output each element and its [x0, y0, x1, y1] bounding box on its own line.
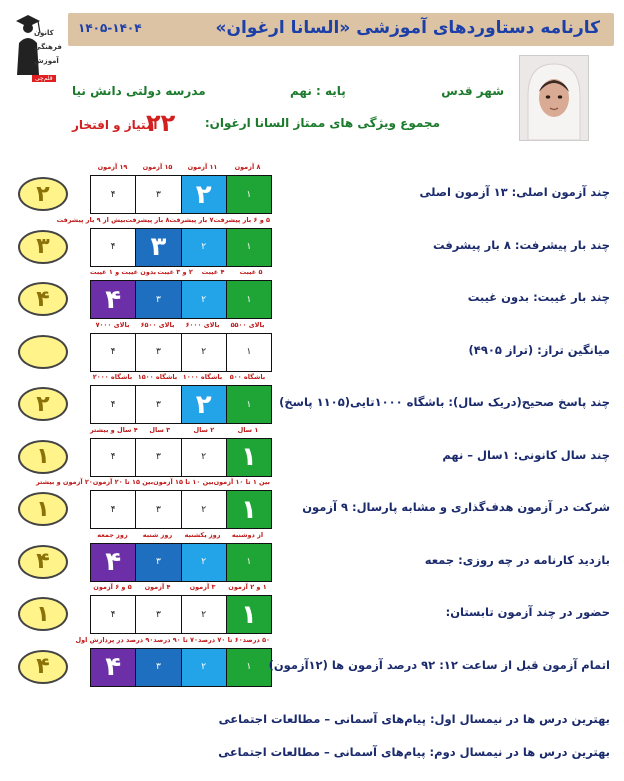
scale-cell: ۳	[135, 334, 180, 371]
scale-cell: ۱	[226, 386, 271, 423]
best-lessons-term-1: بهترین درس ها در نیمسال اول: پیام‌های آسمانی – مطالعات اجتماعی	[218, 712, 610, 726]
rating-scale	[90, 333, 272, 372]
scale-cell: ۲	[181, 334, 226, 371]
scale-cell: ۲	[181, 281, 226, 318]
criterion-row	[0, 633, 624, 689]
student-grade: پایه : نهم	[290, 84, 346, 98]
scale-label: ۴ غیبت	[201, 268, 225, 276]
criterion-row	[0, 265, 624, 321]
scale-label: از دوشنبه	[231, 530, 264, 539]
rating-scale	[90, 543, 272, 582]
scale-cell: ۱	[226, 176, 271, 213]
scale-cell: ۱	[226, 649, 271, 686]
scale-label: روز جمعه	[97, 530, 128, 539]
criterion-row	[0, 370, 624, 426]
score-label: امتیاز و افتخار	[72, 118, 158, 132]
scale-label: بالای ۶۵۰۰	[140, 320, 175, 329]
scale-cell: ۱	[226, 596, 271, 633]
scale-labels	[90, 583, 270, 595]
title-years: ۱۴۰۵-۱۴۰۴	[78, 21, 142, 35]
scale-labels	[56, 215, 270, 228]
scale-cell: ۲	[181, 544, 226, 581]
scale-label: بدون غیبت و ۱ غیبت	[89, 268, 157, 276]
scale-label: بالای ۵۵۰۰	[230, 320, 265, 329]
criterion-row	[0, 318, 624, 374]
scale-cell: ۲	[181, 229, 226, 266]
scale-label: ۸ بار پیشرفت	[125, 215, 170, 224]
scale-cell: ۳	[135, 439, 180, 476]
scale-labels	[90, 321, 270, 333]
criterion-row	[0, 580, 624, 636]
scale-label: ۱ و ۲ آزمون	[228, 583, 267, 591]
best-lessons-term-2: بهترین درس ها در نیمسال دوم: پیام‌های آسمانی – مطالعات اجتماعی	[218, 745, 610, 759]
scale-cell: ۱	[226, 544, 271, 581]
criterion-question: چند آزمون اصلی: ۱۳ آزمون اصلی	[419, 185, 610, 199]
scale-label: ۲ و ۳ غیبت	[157, 268, 193, 276]
scale-cell: ۴	[91, 596, 135, 633]
scale-labels	[90, 426, 270, 438]
scale-cell: ۴	[91, 491, 135, 528]
scale-cell: ۲	[181, 596, 226, 633]
scale-cell: ۱	[226, 281, 271, 318]
criterion-row	[0, 160, 624, 216]
criterion-question: چند سال کانونی: ۱سال – نهم	[442, 447, 610, 462]
scale-label: باشگاه ۱۵۰۰	[137, 373, 178, 381]
scale-cell: ۳	[135, 281, 180, 318]
student-school: مدرسه دولتی دانش نیا	[72, 84, 206, 98]
scale-cell: ۳	[135, 229, 180, 266]
scale-label: ۳ آزمون	[189, 583, 216, 591]
criterion-row	[0, 213, 624, 269]
kanoon-logo	[14, 13, 62, 82]
scale-label: ۱ سال	[237, 425, 259, 434]
scale-labels	[35, 478, 270, 490]
row-score-circle: ۳	[18, 230, 68, 264]
student-avatar-icon	[520, 56, 588, 140]
scale-cell: ۴	[91, 439, 135, 476]
row-score-circle: ۴	[18, 545, 68, 579]
scale-label: ۴ آزمون	[144, 583, 171, 591]
total-score: ۲۲	[146, 109, 176, 137]
criterion-question: چند بار پیشرفت: ۸ بار پیشرفت	[433, 237, 610, 252]
scale-labels	[75, 635, 270, 648]
row-score-circle: ۴	[18, 282, 68, 316]
scale-labels	[90, 268, 270, 280]
scale-cell: ۴	[91, 544, 135, 581]
scale-cell: ۲	[181, 439, 226, 476]
scale-cell: ۴	[91, 649, 135, 686]
rating-scale	[90, 280, 272, 319]
scale-cell: ۲	[181, 491, 226, 528]
page-title: کارنامه دستاوردهای آموزشی «السانا ارغوان»	[215, 18, 600, 38]
scale-cell: ۳	[135, 386, 180, 423]
scale-label: باشگاه ۲۰۰۰	[92, 373, 133, 381]
scale-cell: ۴	[91, 386, 135, 423]
row-score-circle: ۲	[18, 387, 68, 421]
row-score-circle: ۴	[18, 650, 68, 684]
logo-line-3: آموزش	[34, 57, 59, 65]
scale-cell: ۱	[226, 491, 271, 528]
scale-cell: ۳	[135, 649, 180, 686]
rating-scale	[90, 228, 272, 267]
scale-cell: ۲	[181, 649, 226, 686]
scale-cell: ۴	[91, 334, 135, 371]
scale-label: ۸ آزمون	[234, 163, 261, 171]
scale-label: ۳ سال	[149, 425, 171, 434]
scale-cell: ۴	[91, 229, 135, 266]
scale-cell: ۳	[135, 544, 180, 581]
criterion-question: اتمام آزمون قبل از ساعت ۱۲: ۹۲ درصد آزمون ها (۱۲آزمون)	[268, 657, 610, 672]
scale-cell: ۲	[181, 176, 226, 213]
student-city: شهر قدس	[441, 84, 504, 98]
scale-label: ۷۰ تا ۹۰ درصد	[153, 635, 198, 644]
scale-label: ۱۹ آزمون	[97, 163, 128, 171]
criterion-question: شرکت در آزمون هدف‌گذاری و مشابه پارسال: ۹ آزمون	[302, 500, 610, 514]
scale-label: بین ۱۰ تا ۱۵ آزمون	[153, 478, 214, 486]
criterion-row	[0, 528, 624, 584]
row-score-circle: ۱	[18, 440, 68, 474]
row-score-circle	[18, 335, 68, 369]
rating-scale	[90, 595, 272, 634]
rating-scale	[90, 438, 272, 477]
scale-label: ۱۱ آزمون	[187, 163, 218, 171]
scale-label: ۲۰ آزمون و بیشتر	[35, 478, 93, 486]
criterion-row	[0, 423, 624, 479]
title-bar	[68, 13, 614, 46]
scale-label: ۷ بار پیشرفت	[169, 215, 214, 224]
logo-badge: قلم‌چی	[32, 75, 56, 82]
scale-cell: ۴	[91, 176, 135, 213]
row-score-circle: ۱	[18, 492, 68, 526]
scale-cell: ۳	[135, 596, 180, 633]
scale-labels	[90, 531, 270, 543]
scale-cell: ۴	[91, 281, 135, 318]
scale-label: ۴ سال و بیشتر	[89, 425, 138, 434]
scale-label: ۵ و ۶ بار پیشرفت	[213, 215, 270, 224]
row-score-circle: ۱	[18, 597, 68, 631]
rating-scale	[90, 648, 272, 687]
scale-label: ۵ و ۶ آزمون	[93, 583, 132, 591]
scale-labels	[90, 373, 270, 385]
scale-label: ۱۵ آزمون	[142, 163, 173, 171]
scale-label: روز شنبه	[142, 530, 173, 539]
scale-label: ۲ سال	[193, 425, 215, 434]
scale-labels	[90, 163, 270, 175]
scale-label: بالای ۶۰۰۰	[185, 320, 220, 329]
logo-line-2: فرهنگی	[34, 43, 62, 51]
scale-label: باشگاه ۱۰۰۰	[182, 373, 223, 381]
scale-label: ۹۰ درصد در پردازش اول	[75, 635, 154, 644]
scale-label: ۵ غیبت	[239, 268, 263, 276]
scale-label: بالای ۷۰۰۰	[95, 320, 130, 329]
logo-line-1: کانون	[34, 29, 54, 37]
scale-label: باشگاه ۵۰۰	[229, 373, 266, 381]
criterion-question: چند بار غیبت: بدون غیبت	[467, 290, 610, 304]
rating-scale	[90, 175, 272, 214]
student-photo	[519, 55, 589, 141]
scale-label: بین ۱۵ تا ۲۰ آزمون	[92, 478, 154, 486]
scale-cell: ۱	[226, 334, 271, 371]
criterion-row	[0, 475, 624, 531]
rating-scale	[90, 385, 272, 424]
scale-cell: ۳	[135, 491, 180, 528]
scale-label: بین ۱ تا ۱۰ آزمون	[213, 478, 270, 486]
criterion-question: چند پاسخ صحیح(دریک سال): باشگاه ۱۰۰۰تایی(۱۱۰۵ پاسخ)	[279, 395, 610, 409]
scale-cell: ۳	[135, 176, 180, 213]
scale-label: ۵۰ درصد	[242, 635, 270, 644]
scale-label: روز یکشنبه	[184, 530, 221, 539]
criterion-question: میانگین تراز: (تراز ۴۹۰۵)	[468, 342, 610, 357]
criterion-question: بازدید کارنامه در چه روزی: جمعه	[424, 552, 610, 567]
scale-cell: ۲	[181, 386, 226, 423]
features-label: مجموع ویژگی های ممتاز السانا ارغوان:	[204, 116, 440, 130]
scale-cell: ۱	[226, 439, 271, 476]
criterion-question: حضور در چند آزمون تابستان:	[445, 605, 610, 619]
scale-cell: ۱	[226, 229, 271, 266]
rating-scale	[90, 490, 272, 529]
scale-label: ۶۰ تا ۷۰ درصد	[197, 635, 243, 644]
row-score-circle: ۲	[18, 177, 68, 211]
scale-label: بیش از ۹ بار پیشرفت	[56, 215, 126, 224]
